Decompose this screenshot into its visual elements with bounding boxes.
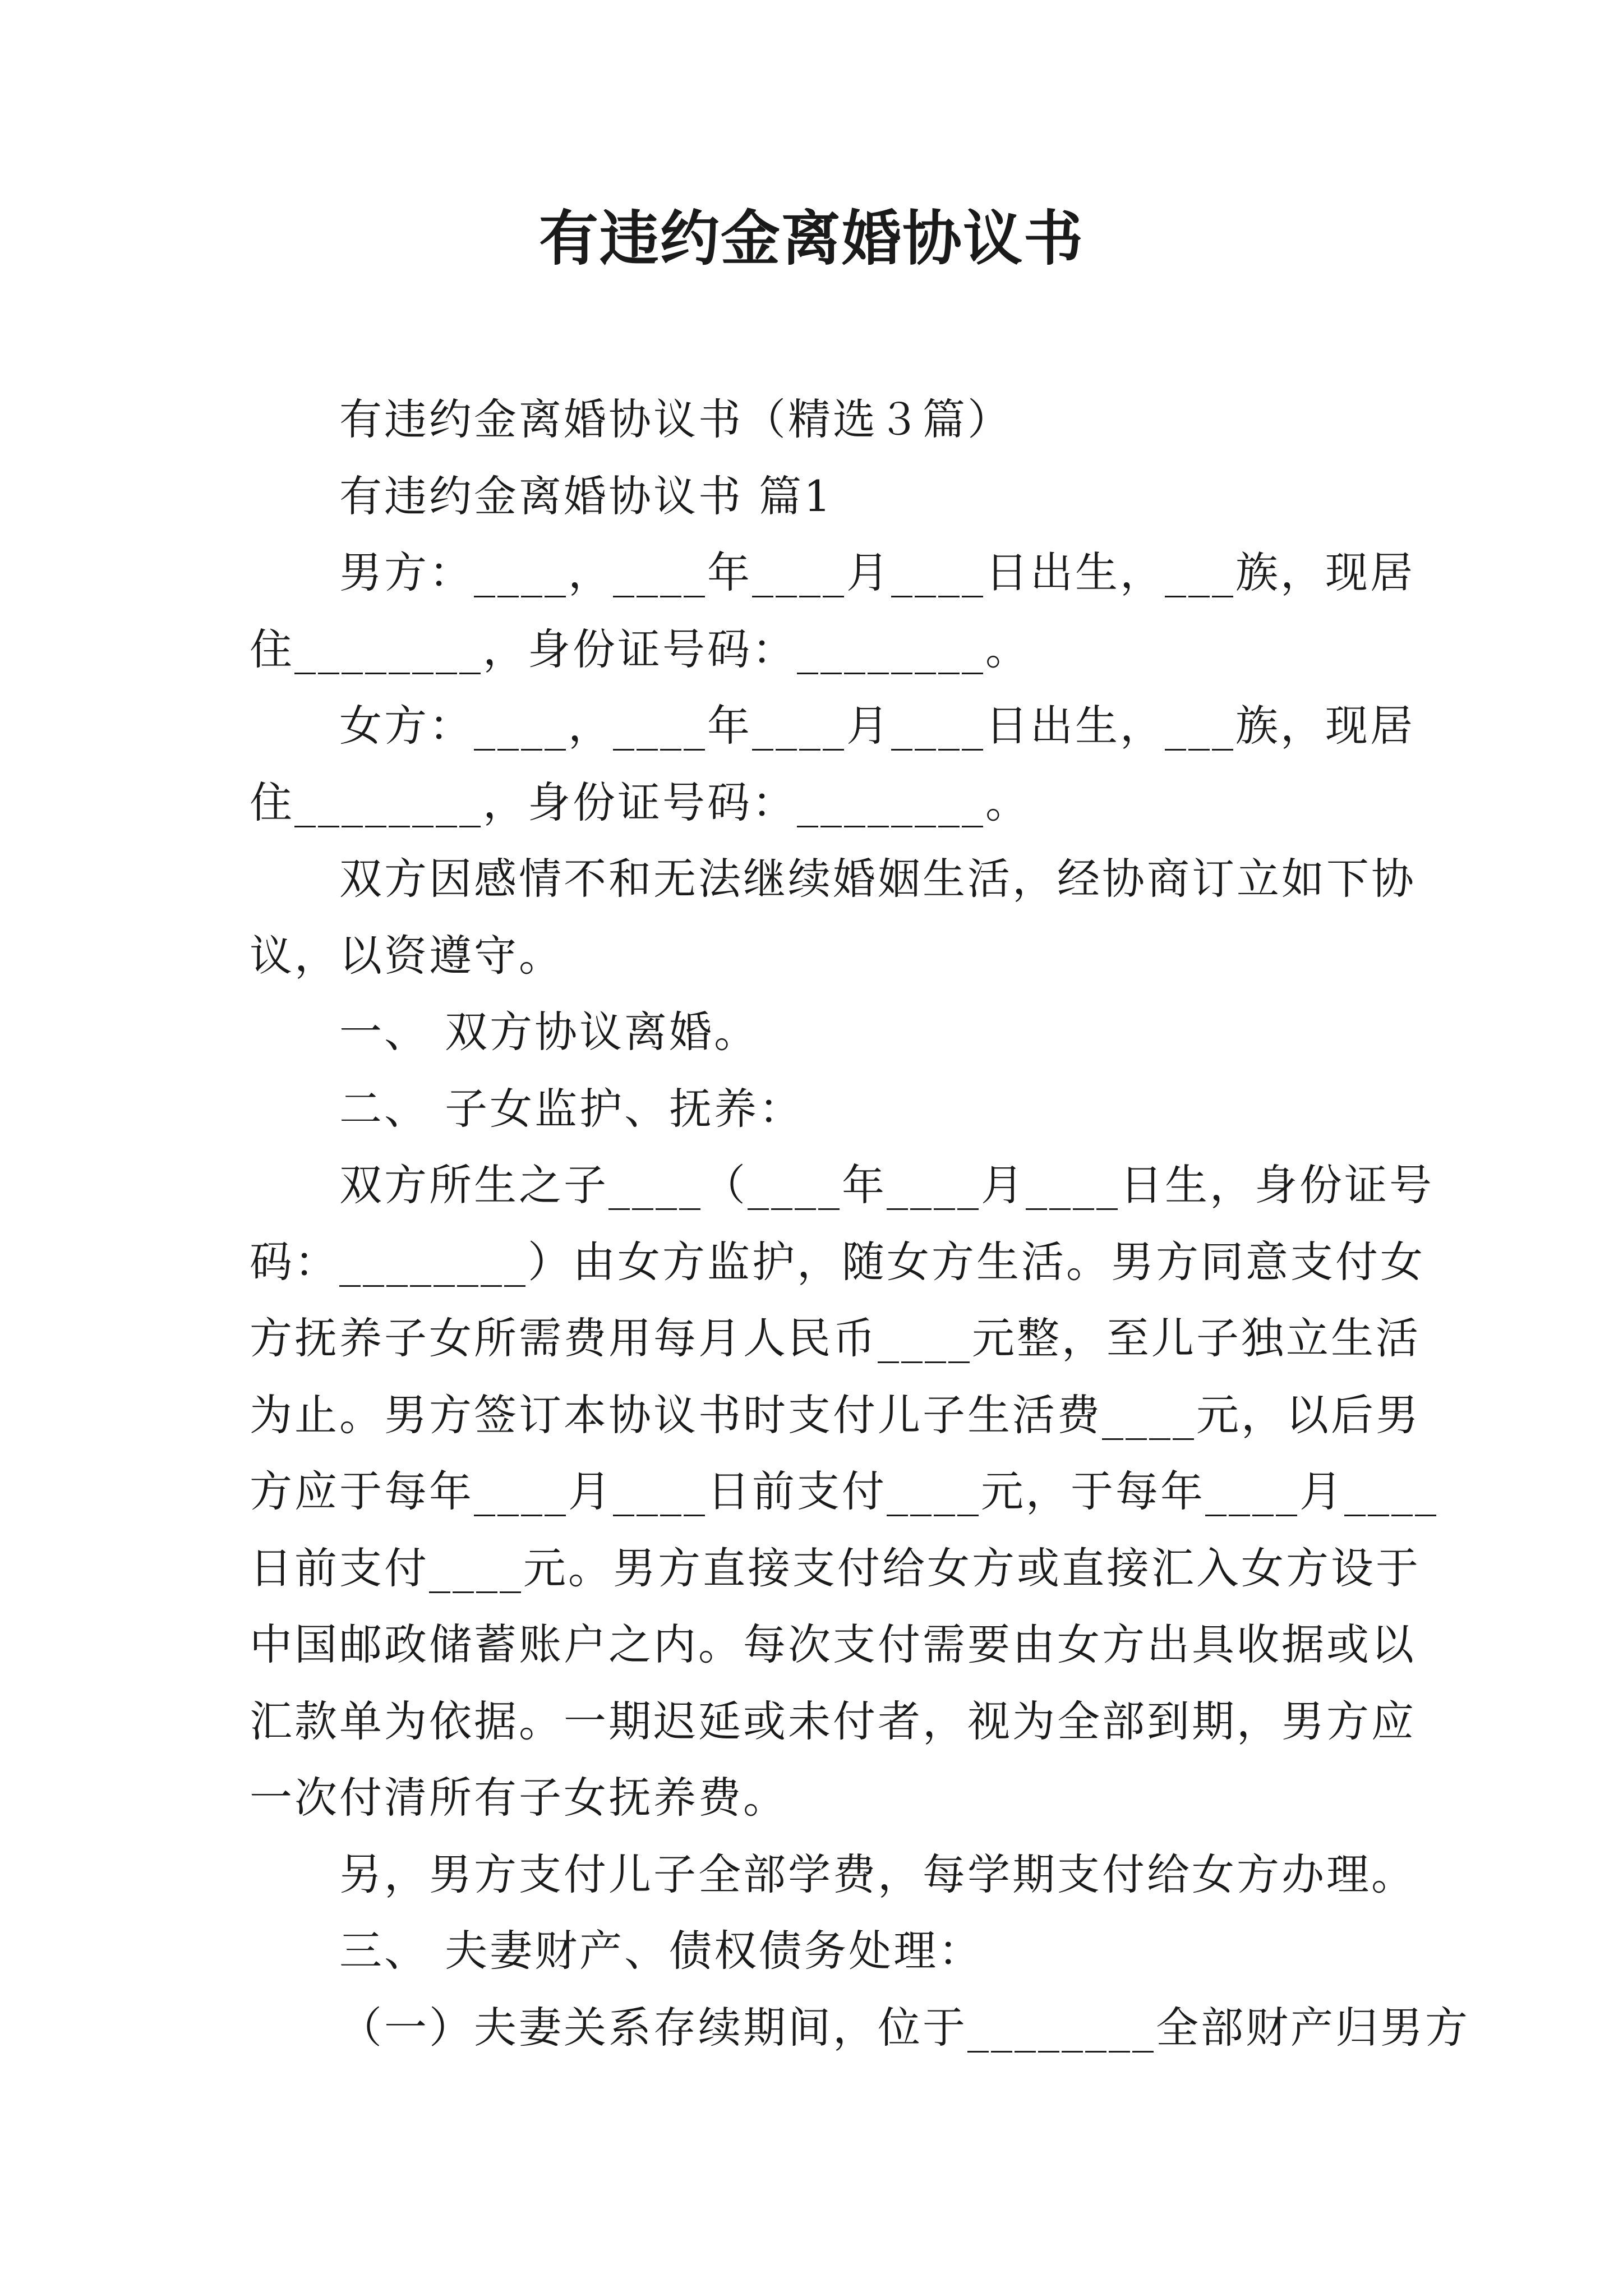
paragraph-line: 方应于每年____月____日前支付____元，于每年____月____ <box>250 1466 1438 1516</box>
paragraph-line: 中国邮政储蓄账户之内。每次支付需要由女方出具收据或以 <box>250 1619 1416 1669</box>
paragraph-line: 住________，身份证号码：________。 <box>250 777 1030 827</box>
clause-heading: 三、 夫妻财产、债权债务处理： <box>339 1926 984 1976</box>
section-heading: 有违约金离婚协议书 篇1 <box>339 471 833 521</box>
paragraph-line: 议，以资遵守。 <box>250 930 564 981</box>
paragraph-line: 一次付清所有子女抚养费。 <box>250 1773 788 1823</box>
paragraph-line: 双方因感情不和无法继续婚姻生活，经协商订立如下协 <box>339 854 1416 904</box>
clause-heading: 一、 双方协议离婚。 <box>339 1007 759 1057</box>
paragraph-line: 男方：____，____年____月____日出生，___族，现居 <box>339 547 1415 597</box>
paragraph-line: 女方：____，____年____月____日出生，___族，现居 <box>339 701 1415 751</box>
paragraph-line: 双方所生之子____（____年____月____日生，身份证号 <box>339 1160 1434 1210</box>
paragraph-line: 日前支付____元。男方直接支付给女方或直接汇入女方设于 <box>250 1543 1421 1593</box>
document-title: 有违约金离婚协议书 <box>539 203 1084 273</box>
paragraph-line: 汇款单为依据。一期迟延或未付者，视为全部到期，男方应 <box>250 1696 1416 1746</box>
paragraph-line: 方抚养子女所需费用每月人民币____元整，至儿子独立生活 <box>250 1313 1421 1363</box>
subtitle-line: 有违约金离婚协议书（精选３篇） <box>339 394 1012 444</box>
clause-heading: 二、 子女监护、抚养： <box>339 1083 804 1134</box>
paragraph-line: 另，男方支付儿子全部学费，每学期支付给女方办理。 <box>339 1849 1416 1899</box>
paragraph-line: 住________，身份证号码：________。 <box>250 624 1030 674</box>
document-body <box>250 381 1470 2066</box>
paragraph-line: 为止。男方签订本协议书时支付儿子生活费____元，以后男 <box>250 1389 1421 1440</box>
paragraph-line: （一）夫妻关系存续期间，位于________全部财产归男方 <box>339 2002 1470 2053</box>
paragraph-line: 码：________）由女方监护，随女方生活。男方同意支付女 <box>250 1236 1425 1287</box>
